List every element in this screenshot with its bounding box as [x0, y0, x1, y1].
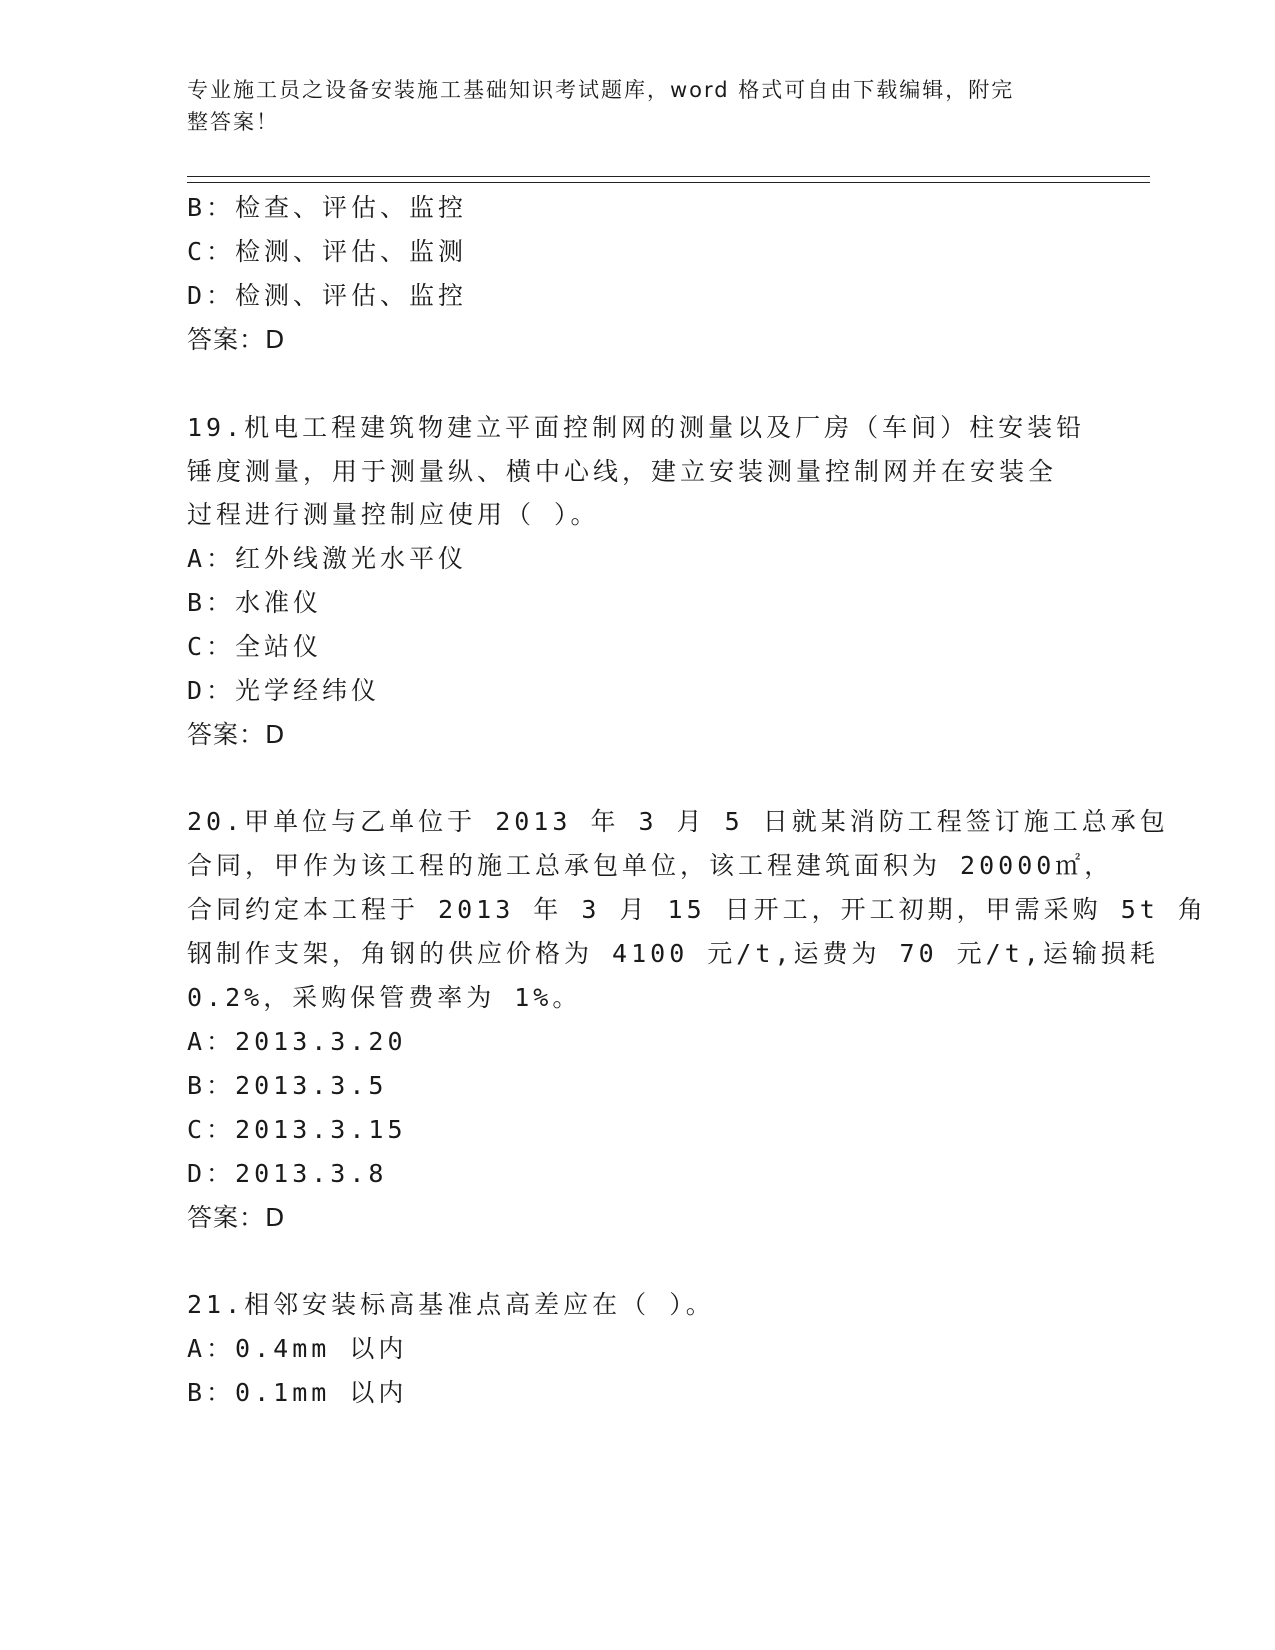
q19-answer: 答案：D	[187, 720, 286, 749]
header-line-1: 专业施工员之设备安装施工基础知识考试题库，word 格式可自由下载编辑，附完	[187, 78, 1015, 102]
q18-option-b: B：检查、评估、监控	[187, 193, 468, 222]
q20-stem-line-5: 0.2%，采购保管费率为 1%。	[187, 983, 582, 1012]
q20-option-b: B：2013.3.5	[187, 1071, 388, 1100]
q20-answer: 答案：D	[187, 1203, 286, 1232]
q20-option-d: D：2013.3.8	[187, 1159, 388, 1188]
q20-stem-line-4: 钢制作支架，角钢的供应价格为 4100 元/t,运费为 70 元/t,运输损耗	[187, 939, 1159, 968]
q20-option-c: C：2013.3.15	[187, 1115, 407, 1144]
q20-stem-line-1: 20.甲单位与乙单位于 2013 年 3 月 5 日就某消防工程签订施工总承包	[187, 807, 1169, 836]
q19-stem-line-2: 锤度测量，用于测量纵、横中心线，建立安装测量控制网并在安装全	[187, 457, 1058, 486]
q20-option-a: A：2013.3.20	[187, 1027, 407, 1056]
q20-stem-line-3: 合同约定本工程于 2013 年 3 月 15 日开工，开工初期，甲需采购 5t 角	[187, 895, 1207, 924]
q18-option-c: C：检测、评估、监测	[187, 237, 468, 266]
q19-stem-line-3: 过程进行测量控制应使用（ ）。	[187, 500, 600, 529]
q21-option-b: B：0.1mm 以内	[187, 1378, 408, 1407]
q20-stem-line-2: 合同，甲作为该工程的施工总承包单位，该工程建筑面积为 20000㎡，	[187, 851, 1114, 880]
q18-option-d: D：检测、评估、监控	[187, 281, 468, 310]
q21-option-a: A：0.4mm 以内	[187, 1334, 408, 1363]
header-divider-bottom	[187, 182, 1150, 183]
q19-option-b: B：水准仪	[187, 588, 323, 617]
q19-option-a: A：红外线激光水平仪	[187, 544, 468, 573]
header-line-2: 整答案！	[187, 110, 279, 134]
q19-option-d: D：光学经纬仪	[187, 676, 381, 705]
q19-stem-line-1: 19.机电工程建筑物建立平面控制网的测量以及厂房（车间）柱安装铅	[187, 413, 1086, 442]
document-header	[187, 74, 1087, 138]
q19-option-c: C：全站仪	[187, 632, 323, 661]
header-divider-top	[187, 176, 1150, 177]
q18-answer: 答案：D	[187, 325, 286, 354]
q21-stem-line-1: 21.相邻安装标高基准点高差应在（ ）。	[187, 1290, 715, 1319]
